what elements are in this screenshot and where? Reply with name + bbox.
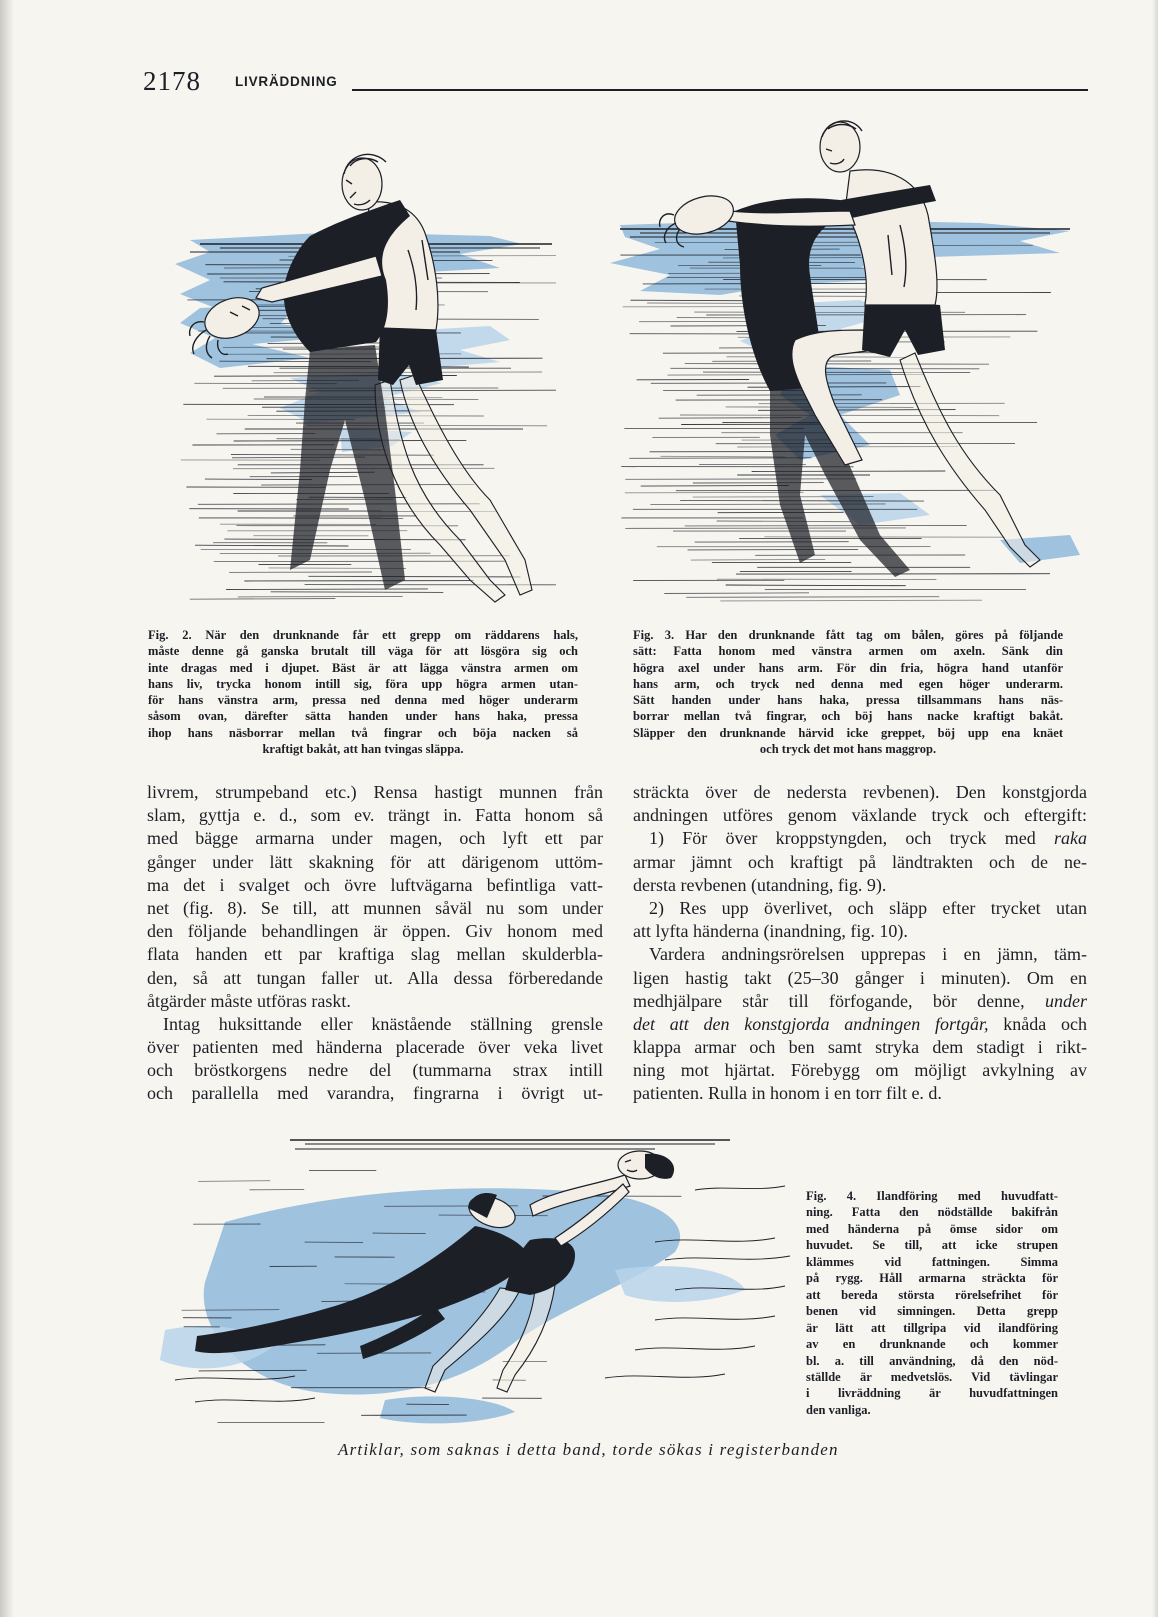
fig-2-caption [148,627,578,757]
water-line [661,456,786,457]
caption-line: såsom ovan, därefter sätta handen under hans haka, pressa [148,709,578,724]
body-line: Vardera andningsrörelsen upprepas i en jämn, täm- [649,944,1087,965]
body-line: att lyfta händerna (inandning, fig. 10). [633,921,908,942]
fig-2-illustration [160,140,560,610]
caption-line: av en drunknande och kommer [806,1337,1058,1352]
body-line [633,990,1087,1013]
water-line [726,585,906,586]
water-line [305,1242,364,1243]
caption-line: benen vid simningen. Detta grepp [806,1304,1058,1319]
body-line: flata handen ett par kraftiga slag mellan skulderbla- [147,944,603,965]
body-line: över patienten med händerna placerade över veka livet [147,1037,603,1058]
body-line: ma det i svalget och övre luftvägarna befintliga vatt- [147,874,603,895]
body-right-column [633,781,1087,1106]
page-number: 2178 [143,66,201,96]
body-line: slam, gyttja e. d., som ev. trängt in. Fatta honom så [147,805,603,826]
body-line: ligen hastig takt (25–30 gånger i minuten). Om en [633,967,1087,988]
water-line [703,372,970,373]
water-line [190,599,336,600]
body-line: gånger under lätt skakning för att därigenom uttöm- [147,851,603,872]
caption-line: Släpper den drunknande härvid icke greppet, böj upp ena knäet [633,725,1063,740]
caption-line: inte dragas med i djupet. Bäst är att lägga vänstra armen om [148,660,578,675]
water-line [688,549,859,550]
caption-line: borrar mellan två fingrar, och böj hans nacke kraftigt bakåt. [633,709,1063,724]
body-line: livrem, strumpeband etc.) Rensa hastigt munnen från [147,782,603,802]
body-line: den följande behandlingen är öppen. Giv honom med [147,921,603,942]
body-left-column [147,781,603,1106]
fig-4-illustration [135,1130,805,1480]
body-line: 2) Res upp överlivet, och släpp efter trycket utan [649,897,1087,918]
caption-line: är lätt att tillgripa vid ilandföring [806,1320,1058,1335]
water-line [199,1370,307,1371]
water-line [625,492,804,493]
body-line: åtgärder måste utföras raskt. [147,990,351,1011]
body-line [633,827,1087,850]
caption-line: Sätt handen under hans haka, pressa tillsammans hans näs- [633,693,1063,708]
caption-line: Fig. 3. Har den drunknande fått tag om bålen, göres på följande [633,628,1063,642]
body-italic-text: raka [1054,828,1087,849]
body-text: 1) För över kroppstyngden, och tryck med [649,828,1054,849]
caption-line: måste denne gå ganska brutalt till väga för att lösgöra sig och [148,644,578,659]
header-rule [352,89,1088,91]
body-line: net (fig. 8). Se till, att munnen såväl nu som under [147,897,603,918]
footer-note: Artiklar, som saknas i detta band, torde sökas i registerbanden [338,1440,839,1459]
caption-line: med händerna på ömse sidor om [806,1221,1058,1236]
body-line: Intag huksittande eller knästående ställning grensle [163,1013,603,1034]
body-line: patienten. Rulla in honom i en torr filt e. d. [633,1083,942,1104]
water-line [232,457,365,458]
body-italic-text: det att den konstgjorda andningen fortgår, [633,1013,989,1034]
caption-line: hans arm, och tryck ned denna med egen höger underarm. [633,676,1063,691]
body-line [633,1013,1087,1036]
caption-line: klämmes vid fattningen. Simma [806,1254,1058,1269]
water-line [373,1233,426,1234]
caption-line: kraftigt bakåt, att han tvingas släppa. [262,742,464,757]
water-line [224,539,465,540]
water-line [686,597,939,598]
caption-line: den vanliga. [806,1402,871,1417]
caption-line: att bereda största rörelsefrihet för [806,1287,1058,1302]
caption-line: hans liv, trycka honom intill sig, föra upp högra armen utan- [148,676,578,691]
caption-line: ihop hans näsborrar mellan två fingrar och böja nacken så [148,725,578,740]
body-line: den, så att tungan faller ut. Alla dessa förberedande [147,967,603,988]
fig-3-illustration [600,115,1085,610]
water-line [271,592,444,593]
page-edge-shadow-left [0,0,14,1617]
water-line [198,1181,270,1182]
fig-3-caption [633,627,1063,757]
water-line [685,364,989,365]
caption-line: Fig. 2. När den drunknande får ett grepp om räddarens hals, [148,628,578,642]
caption-line: Fig. 4. Ilandföring med huvudfatt- [806,1189,1058,1203]
body-line: andningen utföres genom växlande tryck och eftergift: [633,805,1087,826]
body-line: dersta revbenen (utandning, fig. 9). [633,874,887,895]
water-line [625,479,856,480]
water-line [717,521,851,522]
water-line [226,589,428,590]
caption-line: sätt: Fatta honom med vänstra armen om axeln. Sänk din [633,644,1063,659]
water-wash [160,1188,745,1423]
water-line [308,576,520,577]
body-line: och parallella med varandra, fingrarna i övrigt ut- [147,1083,603,1104]
body-text: knåda och [988,1013,1088,1034]
body-line: ning mot hjärtat. Förebygg om möjligt avkylning av [633,1060,1087,1081]
running-head: LIVRÄDDNING [235,74,338,89]
caption-line: för hans vänstra arm, pressa ned denna med höger underarm [148,693,578,708]
caption-line: och tryck det mot hans maggrop. [759,742,937,757]
caption-line: i livräddning är huvudfattningen [806,1386,1058,1401]
caption-line: ning. Fatta den nödställde bakifrån [806,1205,1058,1220]
fig-4-caption [806,1188,1058,1418]
body-line: armar jämnt och kraftigt på ländtrakten och de ne- [633,851,1087,872]
body-line: med bägge armarna under magen, och lyft ett par [147,828,603,849]
body-italic-text: under [1045,990,1087,1011]
water-line [238,596,403,597]
water-line [641,486,789,487]
page-edge-shadow-right [1152,0,1158,1617]
caption-line: högra axel under hans arm. För din fria, högra hand utanför [633,660,1063,675]
caption-line: på rygg. Håll armarna sträckta för [806,1271,1058,1286]
water-line [195,545,348,546]
caption-line: ställde är medvetslös. Vid tävlingar [806,1369,1058,1384]
water-line [198,504,480,505]
water-surface [290,1140,730,1149]
caption-line: bl. a. till användning, då den nöd- [806,1353,1058,1368]
body-line: sträckta över de nedersta revbenen). Den konstgjorda [633,782,1087,802]
caption-line: huvudet. Se till, att icke strupen [806,1238,1058,1253]
body-text: medhjälpare står till förfogande, bör denne, [633,990,1045,1011]
water-line [664,593,809,594]
body-line: klappa armar och ben samt stryka dem stadigt i rikt- [633,1037,1087,1058]
body-line: och bröstkorgens nedre del (tummarna strax intill [147,1060,603,1081]
water-line [720,600,982,601]
